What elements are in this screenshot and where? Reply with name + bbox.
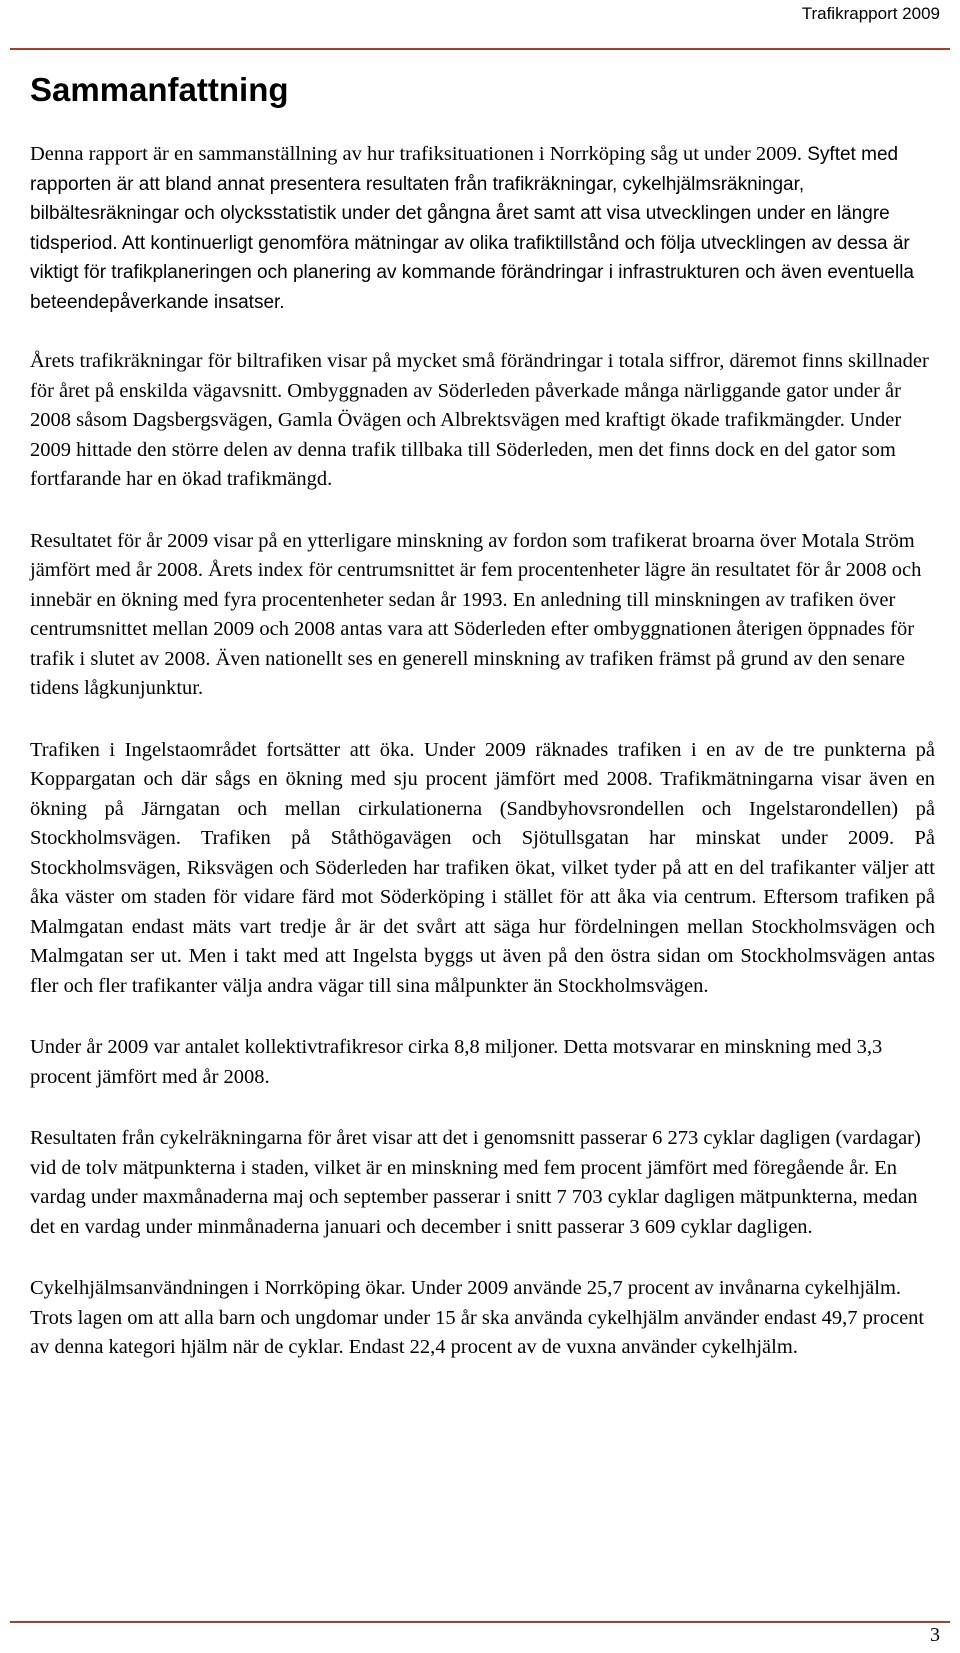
paragraph-car-traffic: Årets trafikräkningar för biltrafiken visar på mycket små förändringar i totala siffror, däremot finns skillnader för året på enskilda vägavsnitt. Ombyggnaden av Söderleden påverkade många närliggande gator under år 2008 såsom Dagsbergsvägen, Gamla Övägen och Albrektsvägen med kraftigt ökade trafikmängder. Under 2009 hittade den större delen av denna trafik tillbaka till Söderleden, men det finns dock en del gator som fortfarande har en ökad trafikmängd.	[30, 350, 929, 490]
paragraph-ingelsta: Trafiken i Ingelstaområdet fortsätter att öka. Under 2009 räknades trafiken i en av de tre punkterna på Koppargatan och där sågs en ökning med sju procent jämfört med 2008. Trafikmätningarna visar även en ökning på Järngatan och mellan cirkulationerna (Sandbyhovsrondellen och Ingelstarondellen) på Stockholmsvägen. Trafiken på Ståthögavägen och Sjötullsgatan har minskat under 2009. På Stockholmsvägen, Riksvägen och Söderleden har trafiken ökat, vilket tyder på att en del trafikanter väljer att åka väster om staden för vidare färd mot Söderköping i stället för att åka via centrum. Eftersom trafiken på Malmgatan endast mäts vart tredje år är det svårt att säga hur fördelningen mellan Stockholmsvägen och Malmgatan ser ut. Men i takt med att Ingelsta byggs ut även på den östra sidan om Stockholmsvägen antas fler och fler trafikanter välja andra vägar till sina målpunkter än Stockholmsvägen.	[30, 738, 935, 997]
paragraph-intro-serif: Denna rapport är en sammanställning av hur trafiksituationen i Norrköping såg ut under 2009.	[30, 143, 802, 165]
body-text	[30, 140, 935, 1363]
paragraph-helmets: Cykelhjälmsanvändningen i Norrköping ökar. Under 2009 använde 25,7 procent av invånarna cykelhjälm. Trots lagen om att alla barn och ungdomar under 15 år ska använda cykelhjälm använder endast 49,7 procent av denna kategori hjälm när de cyklar. Endast 22,4 procent av de vuxna använder cykelhjälm.	[30, 1277, 925, 1358]
paragraph-intro	[30, 140, 935, 317]
page-number: 3	[930, 1624, 940, 1646]
paragraph-public-transport: Under år 2009 var antalet kollektivtrafikresor cirka 8,8 miljoner. Detta motsvarar en minskning med 3,3 procent jämfört med år 2008.	[30, 1036, 883, 1088]
footer-rule	[10, 1621, 950, 1623]
paragraph-intro-sans: Syftet med rapporten är att bland annat presentera resultaten från trafikräkningar, cykelhjälmsräkningar, bilbältesräkningar och olycksstatistik under det gångna året samt att visa utvecklingen under en längre tidsperiod. Att kontinuerligt genomföra mätningar av olika trafiktillstånd och följa utvecklingen av dessa är viktigt för trafikplaneringen och planering av kommande förändringar i infrastrukturen och även eventuella beteendepåverkande insatser.	[30, 144, 914, 313]
paragraph-cycling: Resultaten från cykelräkningarna för året visar att det i genomsnitt passerar 6 273 cyklar dagligen (vardagar) vid de tolv mätpunkterna i staden, vilket är en minskning med fem procent jämfört med föregående år. En vardag under maxmånaderna maj och september passerar i snitt 7 703 cyklar dagligen mätpunkterna, medan det en vardag under minmånaderna januari och december i snitt passerar 3 609 cyklar dagligen.	[30, 1127, 921, 1238]
running-header-title: Trafikrapport 2009	[801, 4, 940, 23]
paragraph-bridges: Resultatet för år 2009 visar på en ytterligare minskning av fordon som trafikerat broarna över Motala Ström jämfört med år 2008. Årets index för centrumsnittet är fem procentenheter lägre än resultatet för år 2008 och innebär en ökning med fyra procentenheter sedan år 1993. En anledning till minskningen av trafiken över centrumsnittet mellan 2009 och 2008 antas vara att Söderleden efter ombyggnationen återigen öppnades för trafik i slutet av 2008. Även nationellt ses en generell minskning av trafiken främst på grund av den senare tidens lågkunjunktur.	[30, 529, 922, 699]
page-title: Sammanfattning	[30, 71, 289, 108]
header-rule	[10, 48, 950, 50]
